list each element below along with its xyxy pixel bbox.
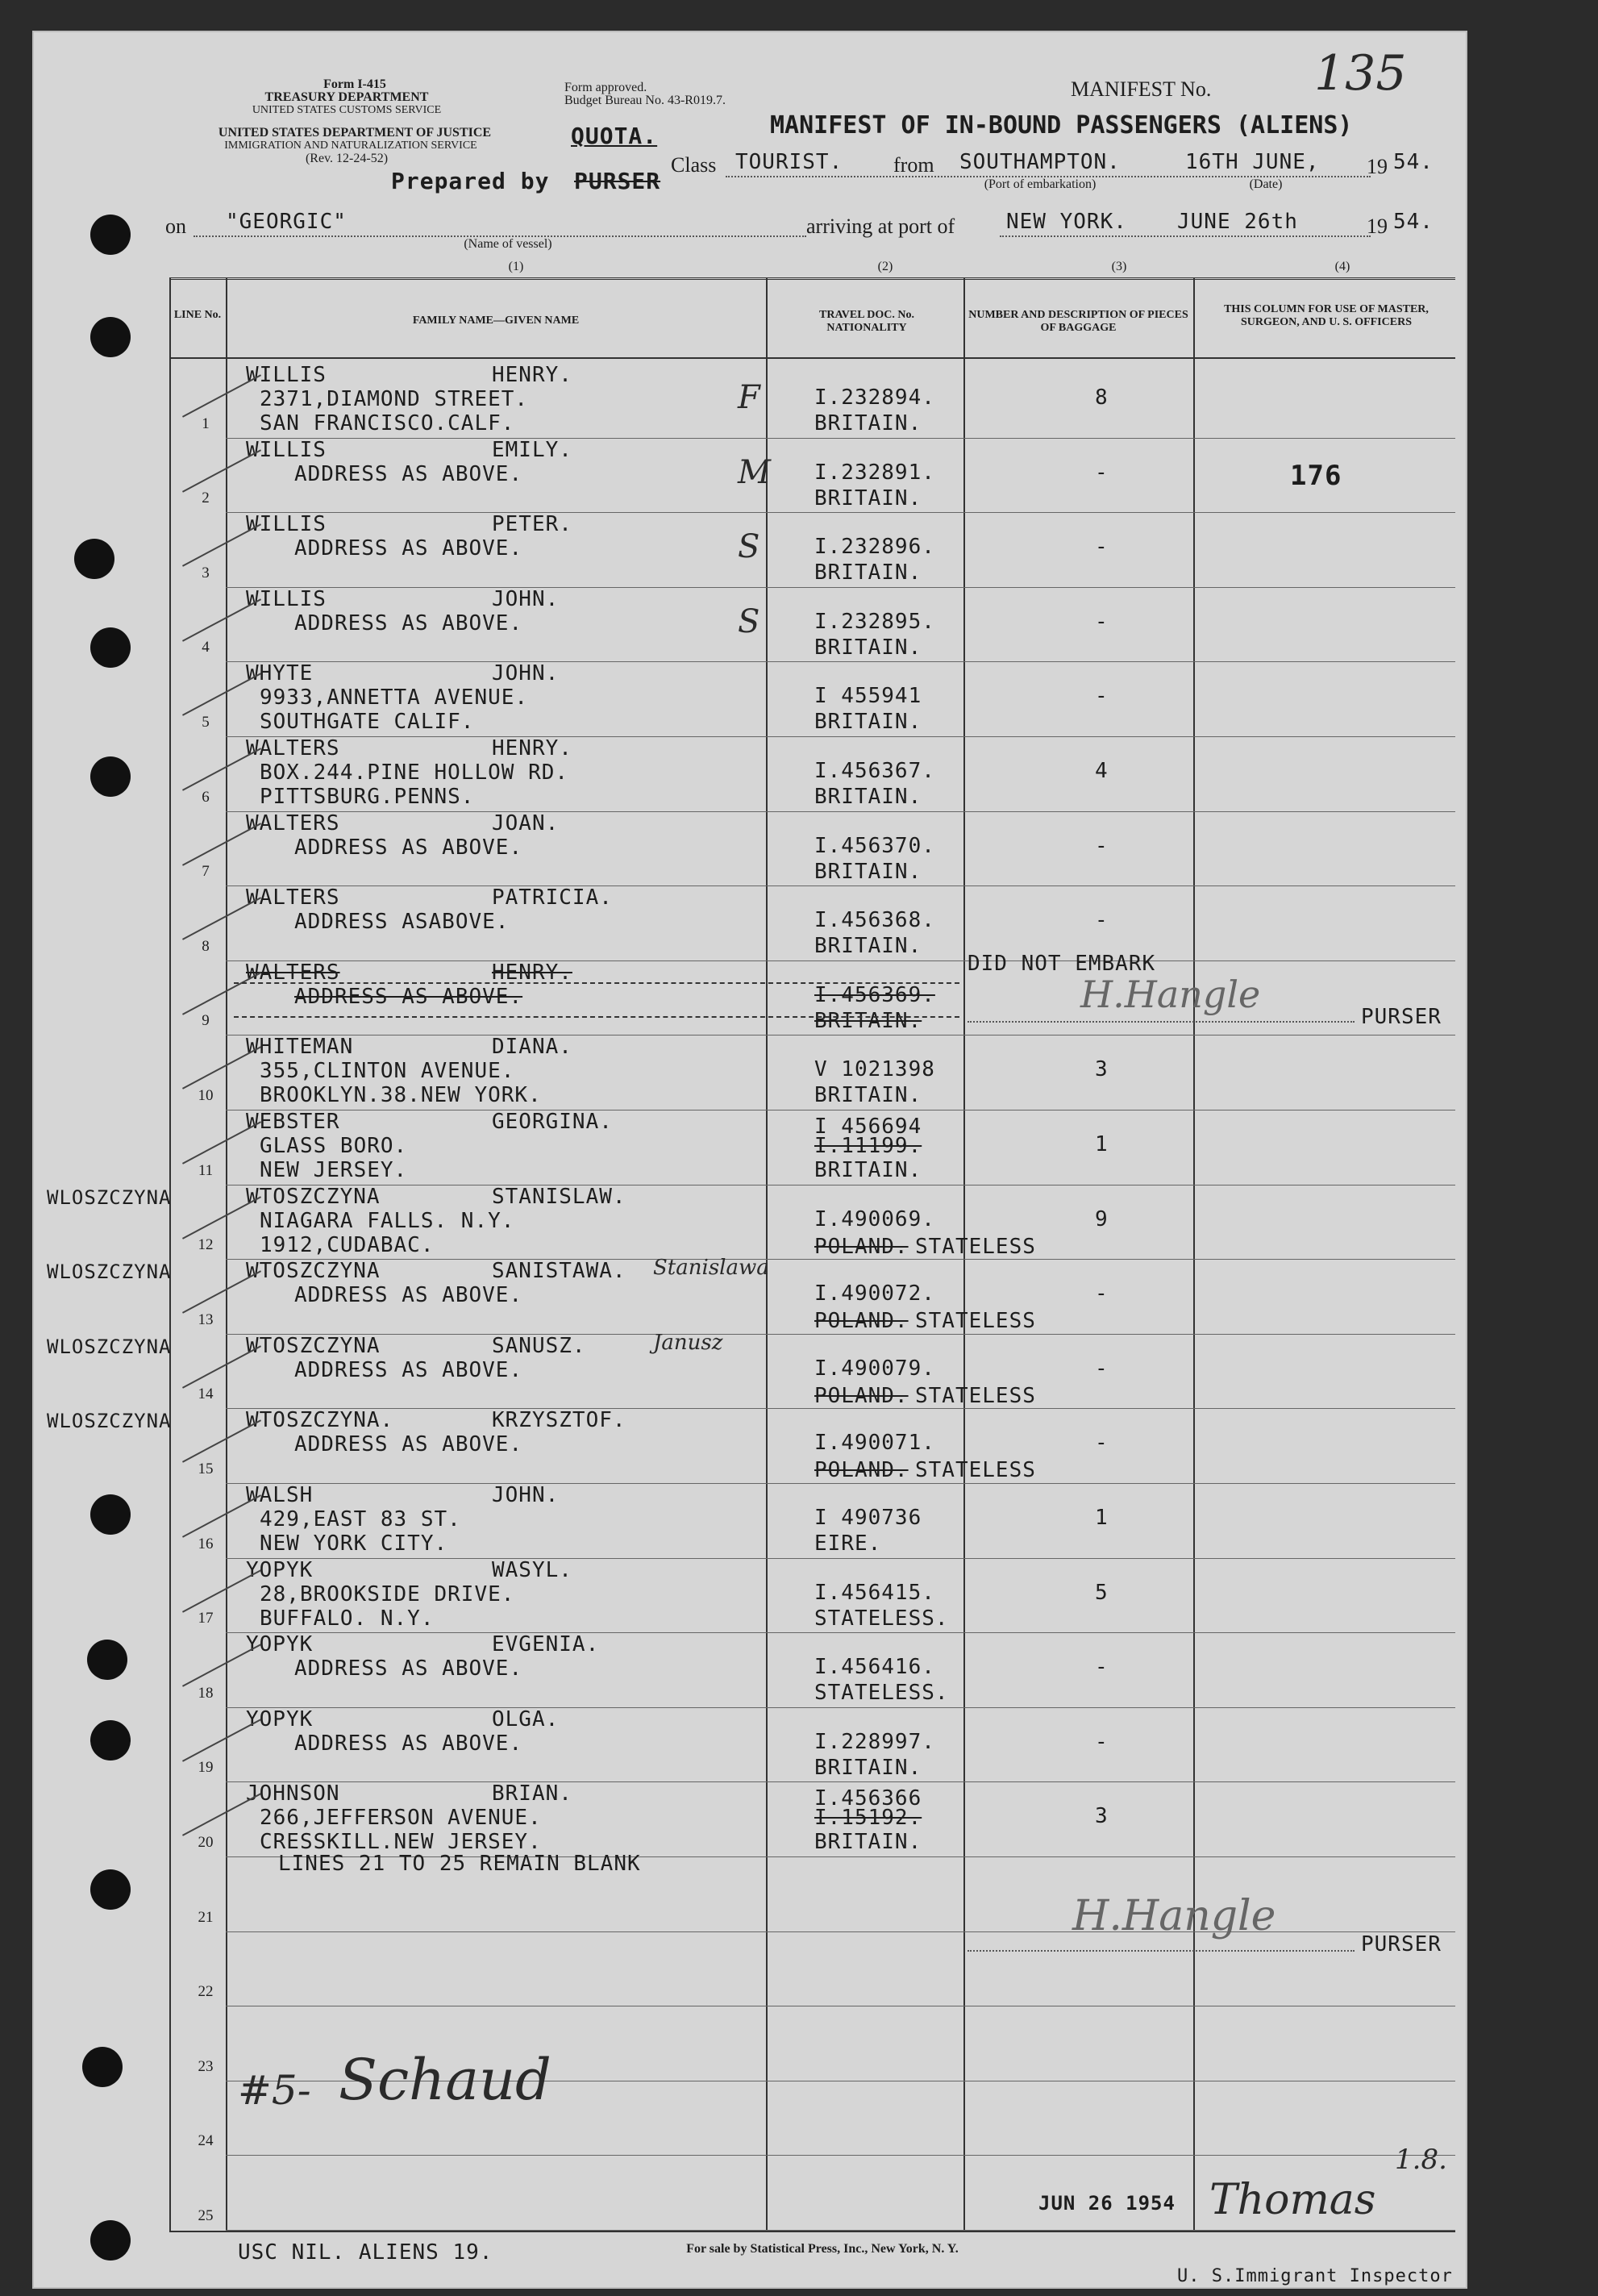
family-name: WILLIS xyxy=(246,437,327,462)
prepared-by-struck: PURSER xyxy=(574,168,661,194)
baggage-count: 9 xyxy=(1095,1206,1109,1231)
travel-doc-number: I.490072. xyxy=(814,1281,935,1306)
travel-doc-handwritten: I.456366 xyxy=(814,1786,922,1811)
footer-aliens-count: USC NIL. ALIENS 19. xyxy=(238,2240,493,2265)
address-line-2: BROOKLYN.38.NEW YORK. xyxy=(260,1083,542,1108)
purser-rule-2 xyxy=(968,1950,1355,1952)
address-line-1: NIAGARA FALLS. N.Y. xyxy=(260,1208,515,1233)
travel-doc-number: I.232896. xyxy=(814,535,935,560)
row-divider xyxy=(226,960,1455,961)
rule xyxy=(194,235,806,237)
address-line-2: 1912,CUDABAC. xyxy=(260,1232,435,1257)
check-mark xyxy=(182,1047,261,1090)
line-number: 18 xyxy=(198,1684,214,1702)
given-name: STANISLAW. xyxy=(492,1184,626,1209)
travel-doc-number: I.232891. xyxy=(814,460,935,485)
nationality-struck: POLAND. xyxy=(814,1383,909,1408)
travel-doc-number: I.456370. xyxy=(814,833,935,858)
row-divider xyxy=(226,512,1455,513)
punch-hole xyxy=(82,2047,123,2087)
line-number: 4 xyxy=(202,639,210,656)
punch-hole xyxy=(90,1869,131,1910)
nationality: BRITAIN. xyxy=(814,934,922,959)
nationality: BRITAIN. xyxy=(814,710,922,735)
family-name: WALTERS xyxy=(246,810,340,835)
form-number: Form I-415 xyxy=(323,77,386,91)
purser-label-2: PURSER xyxy=(1361,1932,1442,1956)
class-value: TOURIST. xyxy=(735,150,843,174)
col-num-1: (1) xyxy=(508,260,524,273)
did-not-embark: DID NOT EMBARK xyxy=(968,952,1156,976)
address-line-1: ADDRESS AS ABOVE. xyxy=(294,1731,523,1756)
baggage-count: - xyxy=(1095,609,1109,634)
annotation-mark: S xyxy=(738,528,760,566)
address-line-1: ADDRESS AS ABOVE. xyxy=(294,984,523,1009)
date-stamp: JUN 26 1954 xyxy=(1038,2192,1176,2215)
margin-correction: WLOSZCZYNA xyxy=(47,1261,172,1284)
baggage-count: - xyxy=(1095,833,1109,858)
departure-date: 16TH JUNE, xyxy=(1185,150,1320,174)
address-line-1: ADDRESS AS ABOVE. xyxy=(294,536,523,561)
line-number: 16 xyxy=(198,1535,214,1552)
family-name: WHITEMAN xyxy=(246,1035,354,1060)
on-label: on xyxy=(165,215,186,238)
nationality: STATELESS xyxy=(915,1309,1036,1334)
baggage-count: - xyxy=(1095,1281,1109,1306)
line-number: 24 xyxy=(198,2132,214,2150)
row-divider xyxy=(226,438,1455,439)
table-left-border xyxy=(169,277,171,2231)
address-line-1: 9933,ANNETTA AVENUE. xyxy=(260,685,529,710)
struck-row-line xyxy=(234,982,959,984)
year-prefix: 19 xyxy=(1367,155,1388,178)
address-line-1: 28,BROOKSIDE DRIVE. xyxy=(260,1581,515,1606)
nationality-struck: POLAND. xyxy=(814,1458,909,1483)
travel-doc-number: I.456368. xyxy=(814,908,935,933)
check-mark xyxy=(182,523,261,566)
line-number: 14 xyxy=(198,1386,214,1403)
punch-hole xyxy=(90,215,131,255)
address-line-2: PITTSBURG.PENNS. xyxy=(260,785,475,809)
punch-hole xyxy=(87,1640,127,1680)
family-name: WTOSZCZYNA xyxy=(246,1184,381,1209)
address-line-1: BOX.244.PINE HOLLOW RD. xyxy=(260,760,569,785)
travel-doc-number: I 490736 xyxy=(814,1506,922,1530)
address-line-1: GLASS BORO. xyxy=(260,1134,408,1158)
check-mark xyxy=(182,897,261,940)
check-mark xyxy=(182,1569,261,1612)
travel-doc-number: I.456367. xyxy=(814,759,935,783)
row-divider xyxy=(226,661,1455,662)
baggage-count: 1 xyxy=(1095,1506,1109,1530)
address-line-1: ADDRESS AS ABOVE. xyxy=(294,610,523,635)
address-line-2: NEW JERSEY. xyxy=(260,1158,408,1182)
family-name: WTOSZCZYNA xyxy=(246,1333,381,1358)
check-mark xyxy=(182,1345,261,1388)
scrawl-signature: Schaud xyxy=(339,2047,551,2113)
baggage-count: 3 xyxy=(1095,1057,1109,1082)
nationality: BRITAIN. xyxy=(814,1158,922,1182)
family-name: JOHNSON xyxy=(246,1781,340,1806)
family-name: WILLIS xyxy=(246,363,327,387)
travel-doc-number: I.232895. xyxy=(814,609,935,634)
address-line-1: ADDRESS AS ABOVE. xyxy=(294,835,523,860)
row-divider xyxy=(226,587,1455,588)
arrival-date: JUNE 26th xyxy=(1177,210,1298,234)
date-caption: (Date) xyxy=(1249,177,1283,191)
baggage-count: - xyxy=(1095,1356,1109,1381)
line-number: 9 xyxy=(202,1012,210,1030)
nationality: BRITAIN. xyxy=(814,635,922,660)
baggage-count: - xyxy=(1095,684,1109,709)
line-number: 25 xyxy=(198,2207,214,2224)
baggage-count: 3 xyxy=(1095,1804,1109,1829)
nationality: BRITAIN. xyxy=(814,1830,922,1855)
ins-label: IMMIGRATION AND NATURALIZATION SERVICE xyxy=(224,140,477,152)
address-line-1: ADDRESS AS ABOVE. xyxy=(294,1357,523,1382)
customs-service: UNITED STATES CUSTOMS SERVICE xyxy=(252,104,442,116)
prepared-by-label: Prepared by xyxy=(391,168,550,194)
family-name: WALTERS xyxy=(246,960,340,985)
annotation-mark: M xyxy=(738,453,771,491)
check-mark xyxy=(182,1196,261,1239)
vessel-name: "GEORGIC" xyxy=(226,210,347,234)
punch-hole xyxy=(90,2220,131,2261)
row-divider xyxy=(226,1185,1455,1186)
check-mark xyxy=(182,748,261,790)
class-label: Class xyxy=(671,153,717,177)
line-number: 5 xyxy=(202,714,210,731)
given-name-correction: Janusz xyxy=(653,1330,723,1355)
travel-doc-number: I.490071. xyxy=(814,1431,935,1456)
baggage-count: 1 xyxy=(1095,1132,1109,1156)
family-name: WTOSZCZYNA. xyxy=(246,1408,394,1433)
family-name: WILLIS xyxy=(246,512,327,537)
row-divider xyxy=(226,1408,1455,1409)
travel-doc-number: I.490079. xyxy=(814,1356,935,1381)
given-name: HENRY. xyxy=(492,363,572,387)
port-caption: (Port of embarkation) xyxy=(984,177,1097,191)
purser-rule xyxy=(968,1021,1355,1023)
document-title: MANIFEST OF IN-BOUND PASSENGERS (ALIENS) xyxy=(770,111,1353,140)
col-num-2: (2) xyxy=(877,260,893,273)
nationality: BRITAIN. xyxy=(814,411,922,435)
family-name: WALTERS xyxy=(246,885,340,910)
nationality: BRITAIN. xyxy=(814,1083,922,1108)
given-name: HENRY. xyxy=(492,960,572,985)
travel-doc-number: V 1021398 xyxy=(814,1057,935,1082)
given-name: SANISTAWA. xyxy=(492,1259,626,1284)
header-baggage: NUMBER AND DESCRIPTION OF PIECES OF BAGGAGE xyxy=(968,309,1188,334)
address-line-2: BUFFALO. N.Y. xyxy=(260,1606,435,1631)
col-divider-name xyxy=(766,277,768,2231)
margin-correction: WLOSZCZYNA xyxy=(47,1186,172,1209)
given-name: EMILY. xyxy=(492,437,572,462)
header-doc: TRAVEL DOC. No. NATIONALITY xyxy=(819,309,914,334)
header-official: THIS COLUMN FOR USE OF MASTER, SURGEON, AND U. S. OFFICERS xyxy=(1224,303,1429,328)
travel-doc-number: I.456416. xyxy=(814,1655,935,1680)
annotation-mark: F xyxy=(738,379,760,416)
baggage-count: - xyxy=(1095,535,1109,560)
nationality: STATELESS. xyxy=(814,1606,949,1631)
official-code: 176 xyxy=(1290,460,1342,492)
given-name: DIANA. xyxy=(492,1035,572,1060)
line-number: 22 xyxy=(198,1983,214,2001)
table-bottom-border xyxy=(169,2231,1455,2232)
check-mark xyxy=(182,673,261,716)
lines-blank-note: LINES 21 TO 25 REMAIN BLANK xyxy=(278,1852,641,1876)
nationality: STATELESS xyxy=(915,1383,1036,1408)
margin-correction: WLOSZCZYNA xyxy=(47,1335,172,1358)
address-line-1: ADDRESS ASABOVE. xyxy=(294,910,510,935)
baggage-count: 5 xyxy=(1095,1580,1109,1605)
address-line-2: NEW YORK CITY. xyxy=(260,1531,448,1556)
check-mark xyxy=(182,374,261,417)
footer-printer: For sale by Statistical Press, Inc., New York, N. Y. xyxy=(686,2242,959,2256)
check-mark xyxy=(182,823,261,865)
given-name: KRZYSZTOF. xyxy=(492,1408,626,1433)
check-mark xyxy=(182,1121,261,1164)
travel-doc-number: I.232894. xyxy=(814,385,935,410)
treasury-dept: TREASURY DEPARTMENT xyxy=(264,90,429,104)
inspector-signature: Thomas xyxy=(1209,2176,1376,2224)
check-mark xyxy=(182,972,261,1015)
nationality: EIRE. xyxy=(814,1531,882,1556)
row-divider xyxy=(226,1707,1455,1708)
address-line-1: ADDRESS AS ABOVE. xyxy=(294,1432,523,1457)
line-number: 3 xyxy=(202,564,210,581)
punch-hole xyxy=(90,756,131,797)
baggage-count: - xyxy=(1095,460,1109,485)
line-number: 19 xyxy=(198,1759,214,1777)
nationality-struck: POLAND. xyxy=(814,1234,909,1259)
family-name: YOPYK xyxy=(246,1557,314,1582)
punch-hole xyxy=(90,1494,131,1535)
doj-label: UNITED STATES DEPARTMENT OF JUSTICE xyxy=(218,126,492,140)
row-divider xyxy=(226,1781,1455,1782)
col-num-3: (3) xyxy=(1111,260,1127,273)
line-number: 12 xyxy=(198,1236,214,1254)
address-line-1: 2371,DIAMOND STREET. xyxy=(260,387,529,411)
line-number: 2 xyxy=(202,490,210,507)
revision: (Rev. 12-24-52) xyxy=(305,152,389,165)
address-line-1: 429,EAST 83 ST. xyxy=(260,1507,461,1531)
address-line-2: SAN FRANCISCO.CALF. xyxy=(260,411,515,435)
annotation-mark: S xyxy=(738,602,760,640)
from-value: SOUTHAMPTON. xyxy=(959,150,1121,174)
address-line-1: ADDRESS AS ABOVE. xyxy=(294,461,523,486)
given-name: SANUSZ. xyxy=(492,1333,586,1358)
row-divider xyxy=(226,1334,1455,1335)
travel-doc-number: I.456369. xyxy=(814,982,935,1007)
line-number: 15 xyxy=(198,1461,214,1477)
given-name: JOHN. xyxy=(492,1483,560,1507)
line-number: 21 xyxy=(198,1908,214,1926)
rule xyxy=(726,176,1371,177)
travel-doc-number: I.456415. xyxy=(814,1580,935,1605)
margin-correction: WLOSZCZYNA xyxy=(47,1410,172,1433)
address-line-1: ADDRESS AS ABOVE. xyxy=(294,1283,523,1308)
header-line-no: LINE No. xyxy=(173,309,222,321)
budget-number: Budget Bureau No. 43-R019.7. xyxy=(564,94,726,107)
struck-row-line xyxy=(234,1016,959,1018)
family-name: WHYTE xyxy=(246,661,314,686)
manifest-no: 135 xyxy=(1314,45,1407,102)
line-number: 23 xyxy=(198,2057,214,2075)
check-mark xyxy=(182,449,261,492)
form-approved: Form approved. xyxy=(564,81,647,94)
family-name: YOPYK xyxy=(246,1632,314,1657)
address-line-1: 266,JEFFERSON AVENUE. xyxy=(260,1806,542,1831)
nationality: BRITAIN. xyxy=(814,859,922,884)
travel-doc-number: I.490069. xyxy=(814,1206,935,1231)
check-mark xyxy=(182,1794,261,1836)
year-prefix-2: 19 xyxy=(1367,215,1388,238)
given-name: EVGENIA. xyxy=(492,1632,600,1657)
address-line-1: 355,CLINTON AVENUE. xyxy=(260,1059,515,1084)
travel-doc-handwritten: I 456694 xyxy=(814,1115,922,1139)
given-name: OLGA. xyxy=(492,1706,560,1731)
nationality: STATELESS xyxy=(915,1234,1036,1259)
row-divider xyxy=(226,1632,1455,1633)
baggage-count: - xyxy=(1095,1729,1109,1754)
check-mark xyxy=(182,1644,261,1686)
given-name: PETER. xyxy=(492,512,572,537)
line-number: 17 xyxy=(198,1610,214,1627)
travel-doc-struck: I.15192. xyxy=(814,1806,922,1831)
address-line-1: ADDRESS AS ABOVE. xyxy=(294,1656,523,1681)
from-label: from xyxy=(893,153,934,177)
given-name: JOHN. xyxy=(492,661,560,686)
header-name: FAMILY NAME—GIVEN NAME xyxy=(412,315,580,327)
table-top-border xyxy=(169,277,1455,280)
address-line-2: CRESSKILL.NEW JERSEY. xyxy=(260,1830,542,1855)
nationality: BRITAIN. xyxy=(814,1008,922,1033)
punch-hole xyxy=(74,539,114,579)
table-header-border xyxy=(169,357,1455,359)
check-mark xyxy=(182,598,261,641)
row-divider xyxy=(226,2230,1455,2231)
family-name: WTOSZCZYNA xyxy=(246,1259,381,1284)
travel-doc-struck: I.11199. xyxy=(814,1134,922,1158)
given-name: JOHN. xyxy=(492,586,560,611)
row-divider xyxy=(226,736,1455,737)
address-line-2: SOUTHGATE CALIF. xyxy=(260,710,475,735)
baggage-count: - xyxy=(1095,1655,1109,1680)
quota-label: QUOTA. xyxy=(571,123,658,149)
family-name: WALSH xyxy=(246,1483,314,1507)
given-name-correction: Stanislawa xyxy=(653,1256,769,1281)
given-name: WASYL. xyxy=(492,1557,572,1582)
travel-doc-number: I.228997. xyxy=(814,1729,935,1754)
manifest-page xyxy=(32,31,1467,2289)
line-number: 10 xyxy=(198,1087,214,1104)
row-divider xyxy=(226,2155,1455,2156)
vessel-caption: (Name of vessel) xyxy=(464,237,552,251)
nationality: BRITAIN. xyxy=(814,785,922,809)
given-name: GEORGINA. xyxy=(492,1110,613,1134)
given-name: BRIAN. xyxy=(492,1781,572,1806)
manifest-no-label: MANIFEST No. xyxy=(1071,77,1212,101)
check-mark xyxy=(182,1270,261,1313)
col-num-4: (4) xyxy=(1334,260,1350,273)
nationality-struck: POLAND. xyxy=(814,1309,909,1334)
baggage-count: - xyxy=(1095,1431,1109,1456)
line-number: 6 xyxy=(202,788,210,806)
line-number: 8 xyxy=(202,937,210,955)
family-name: YOPYK xyxy=(246,1706,314,1731)
row-divider xyxy=(226,811,1455,812)
punch-hole xyxy=(90,627,131,668)
line-number: 1 xyxy=(202,415,210,432)
check-mark xyxy=(182,1494,261,1537)
nationality: BRITAIN. xyxy=(814,560,922,585)
row-divider xyxy=(226,1259,1455,1260)
nationality: BRITAIN. xyxy=(814,485,922,510)
travel-doc-number: I 455941 xyxy=(814,684,922,709)
line-number: 13 xyxy=(198,1311,214,1328)
punch-hole xyxy=(90,1720,131,1761)
family-name: WEBSTER xyxy=(246,1110,340,1134)
line-number: 7 xyxy=(202,863,210,881)
check-mark xyxy=(182,1719,261,1761)
family-name: WILLIS xyxy=(246,586,327,611)
baggage-count: 4 xyxy=(1095,759,1109,783)
purser-signature-2: H.Hangle xyxy=(1072,1892,1276,1940)
family-name: WALTERS xyxy=(246,736,340,760)
departure-year: 54. xyxy=(1393,150,1434,174)
nationality: BRITAIN. xyxy=(814,1755,922,1780)
punch-hole xyxy=(90,317,131,357)
handwritten-fraction: 1.8. xyxy=(1395,2144,1447,2176)
line-number: 20 xyxy=(198,1834,214,1851)
col-divider-line xyxy=(226,277,227,2231)
row-divider xyxy=(226,1558,1455,1559)
baggage-count: - xyxy=(1095,908,1109,933)
given-name: HENRY. xyxy=(492,736,572,760)
line-number: 11 xyxy=(198,1161,214,1179)
given-name: PATRICIA. xyxy=(492,885,613,910)
arrival-year: 54. xyxy=(1393,210,1434,234)
rule xyxy=(1000,235,1371,237)
row-divider xyxy=(226,1483,1455,1484)
row-divider xyxy=(226,885,1455,886)
check-mark xyxy=(182,1420,261,1463)
given-name: JOAN. xyxy=(492,810,560,835)
nationality: STATELESS. xyxy=(814,1681,949,1706)
arrival-port: NEW YORK. xyxy=(1006,210,1127,234)
purser-label-1: PURSER xyxy=(1361,1005,1442,1029)
baggage-count: 8 xyxy=(1095,385,1109,410)
handwritten-number: #5- xyxy=(238,2067,311,2114)
arriving-label: arriving at port of xyxy=(806,215,955,238)
purser-signature-1: H.Hangle xyxy=(1080,973,1261,1016)
nationality: STATELESS xyxy=(915,1458,1036,1483)
footer-inspector: U. S.Immigrant Inspector xyxy=(1177,2266,1453,2286)
